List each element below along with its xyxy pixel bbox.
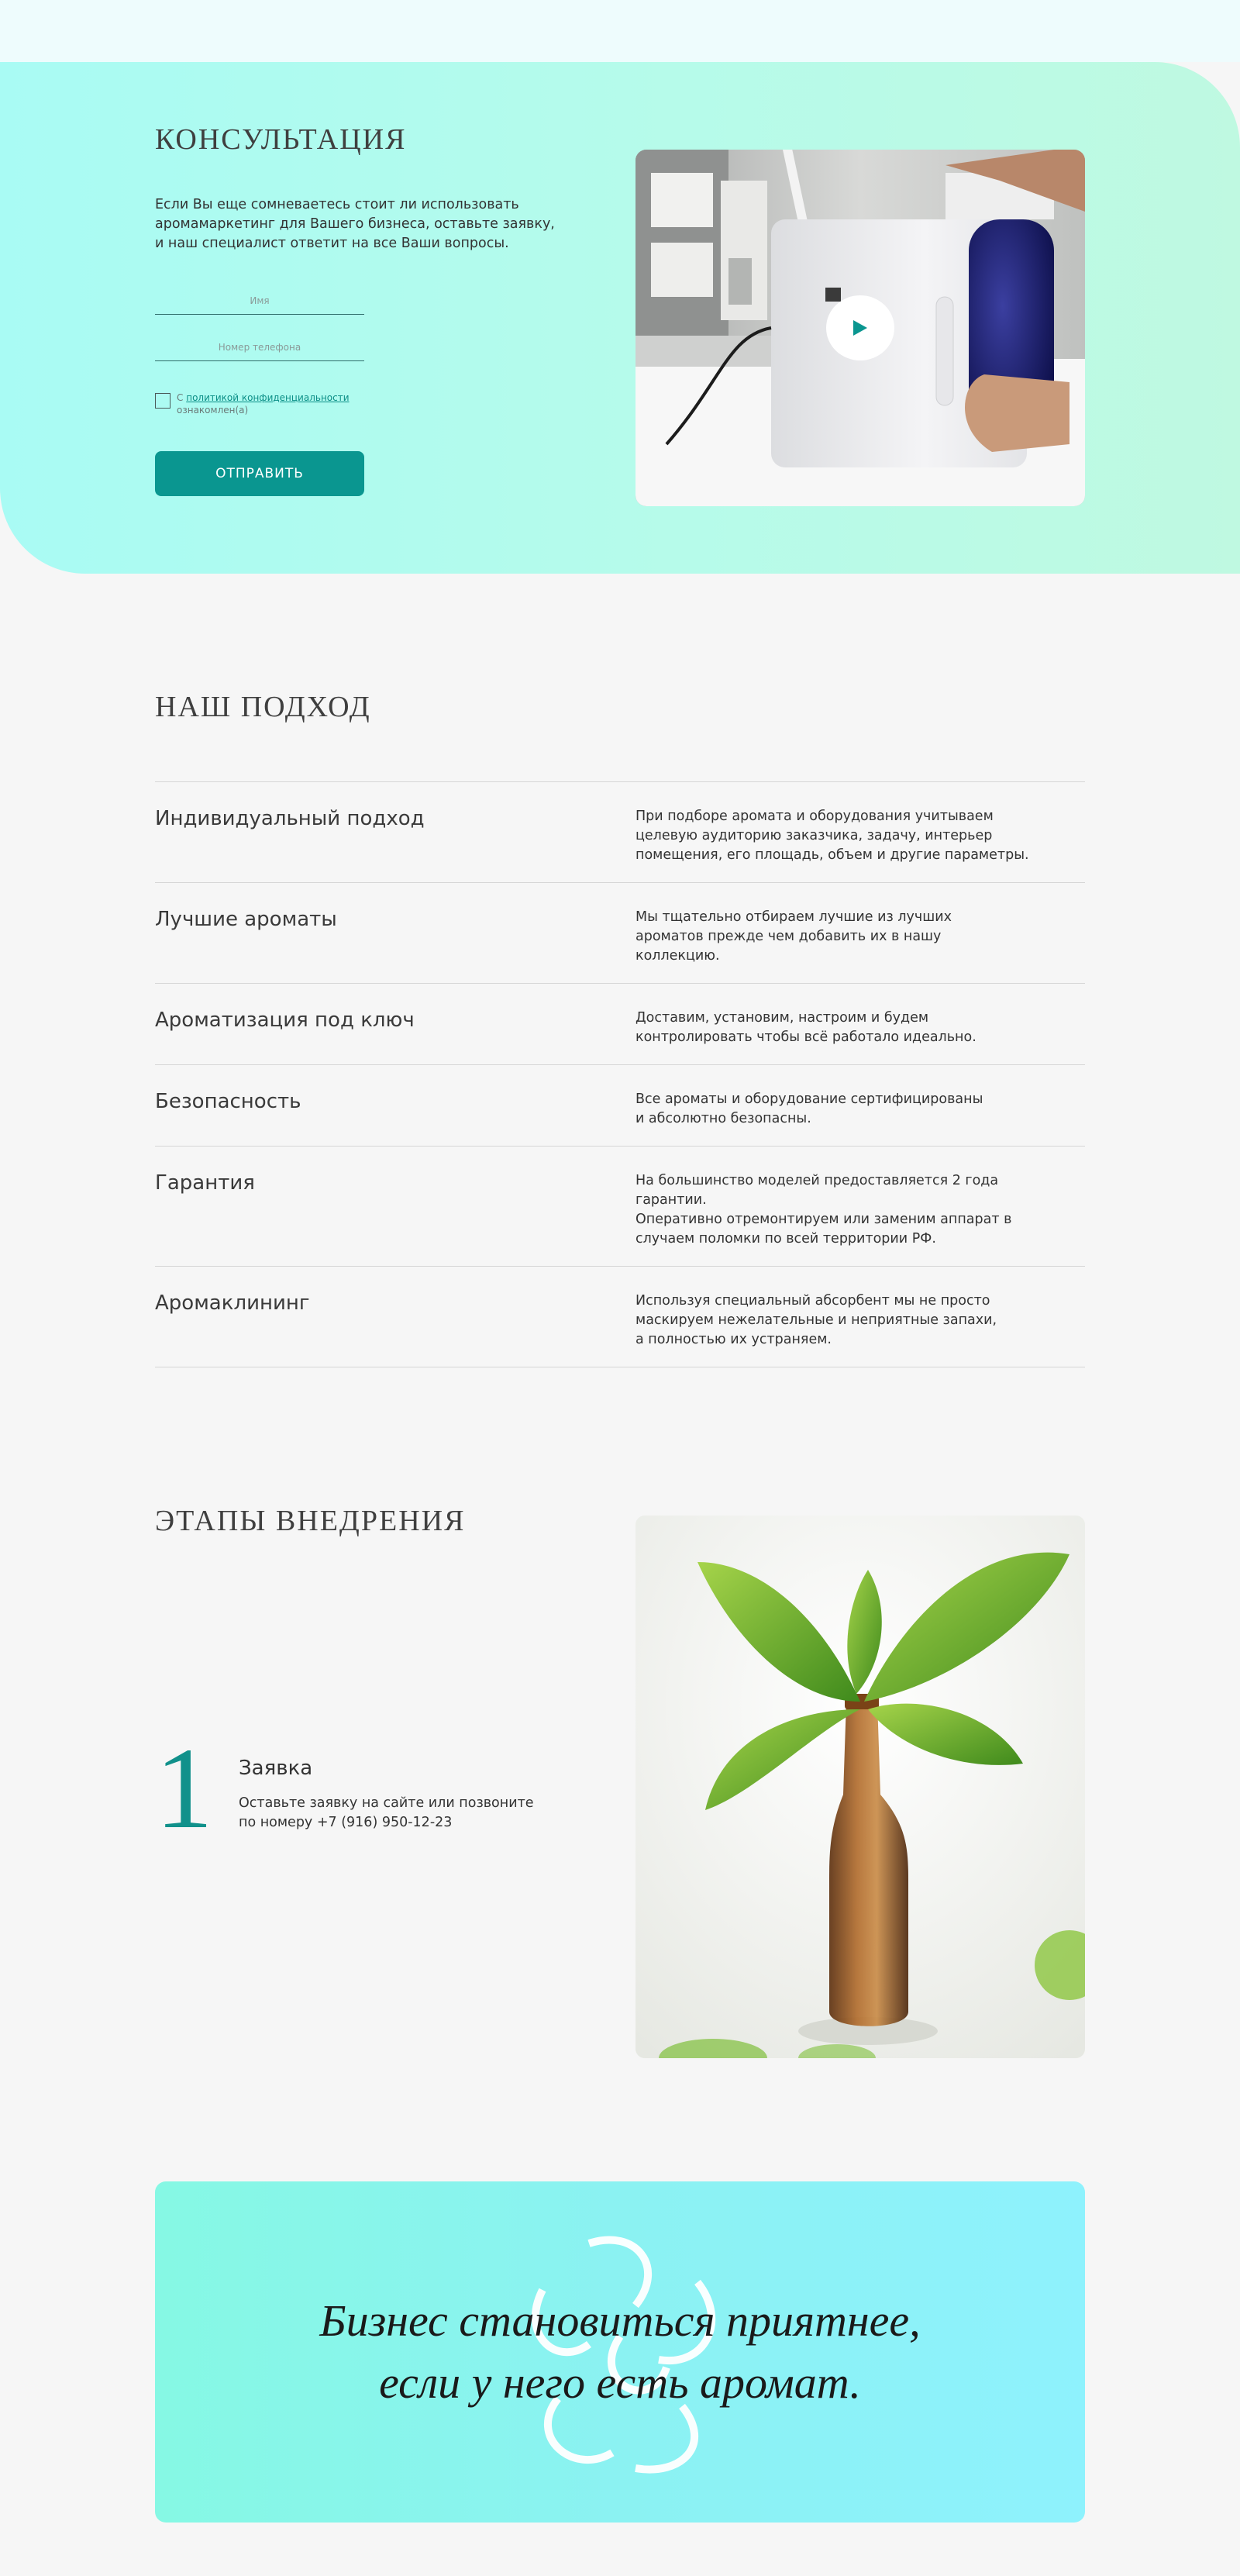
approach-item-name: Гарантия bbox=[155, 1171, 255, 1195]
consent-suffix: ознакомлен(а) bbox=[177, 405, 249, 416]
approach-item-text: Мы тщательно отбираем лучшие из лучших ароматов прежде чем добавить их в нашу коллекцию. bbox=[636, 909, 952, 964]
approach-row bbox=[155, 883, 1085, 984]
consent-checkbox[interactable] bbox=[155, 393, 170, 409]
consent-text bbox=[177, 391, 350, 416]
submit-button[interactable]: ОТПРАВИТЬ bbox=[155, 451, 364, 496]
approach-list bbox=[155, 781, 1085, 1367]
approach-item-text: При подборе аромата и оборудования учитываем целевую аудиторию заказчика, задачу, интерьер помещения, его площадь, объем и другие параметры. bbox=[636, 809, 1029, 863]
name-field bbox=[155, 287, 364, 315]
consultation-description: Если Вы еще сомневаетесь стоит ли использовать аромамаркетинг для Вашего бизнеса, оставьте заявку, и наш специалист ответит на все Ваши вопросы. bbox=[155, 197, 555, 251]
promo-banner bbox=[155, 2181, 1085, 2523]
approach-row bbox=[155, 1065, 1085, 1147]
step-number: 1 bbox=[155, 1724, 213, 1853]
phone-input[interactable] bbox=[155, 342, 364, 353]
approach-item-text: Доставим, установим, настроим и будем контролировать чтобы всё работало идеально. bbox=[636, 1010, 976, 1045]
top-band bbox=[0, 0, 1240, 62]
approach-item-name: Ароматизация под ключ bbox=[155, 1009, 415, 1032]
name-input[interactable] bbox=[155, 295, 364, 306]
approach-item-text: Используя специальный абсорбент мы не просто маскируем нежелательные и неприятные запахи, а полностью их устраняем. bbox=[636, 1293, 997, 1347]
stages-title: ЭТАПЫ ВНЕДРЕНИЯ bbox=[155, 1505, 466, 1537]
video-preview[interactable] bbox=[636, 150, 1085, 506]
approach-row bbox=[155, 782, 1085, 883]
approach-row bbox=[155, 984, 1085, 1065]
consent-prefix: С bbox=[177, 392, 184, 403]
step-text: Оставьте заявку на сайте или позвоните по номеру +7 (916) 950-12-23 bbox=[239, 1795, 534, 1830]
approach-item-text: На большинство моделей предоставляется 2 года гарантии. Оперативно отремонтируем или заменим аппарат в случаем поломки по всей территории РФ. bbox=[636, 1173, 1012, 1247]
consultation-title: КОНСУЛЬТАЦИЯ bbox=[155, 123, 407, 156]
consultation-section bbox=[0, 62, 1240, 574]
approach-item-name: Лучшие ароматы bbox=[155, 908, 337, 931]
step-title: Заявка bbox=[239, 1757, 313, 1780]
approach-item-name: Безопасность bbox=[155, 1090, 301, 1113]
approach-item-name: Аромаклининг bbox=[155, 1291, 310, 1315]
privacy-policy-link[interactable]: политикой конфиденциальности bbox=[186, 392, 350, 403]
approach-row bbox=[155, 1147, 1085, 1267]
approach-item-name: Индивидуальный подход bbox=[155, 807, 425, 830]
play-button[interactable] bbox=[826, 295, 894, 360]
approach-item-text: Все ароматы и оборудование сертифицированы и абсолютно безопасны. bbox=[636, 1091, 983, 1126]
approach-title: НАШ ПОДХОД bbox=[155, 691, 371, 723]
basil-bottle-image bbox=[636, 1516, 1085, 2058]
approach-row bbox=[155, 1267, 1085, 1367]
play-icon bbox=[852, 319, 869, 337]
banner-text: Бизнес становиться приятнее, если у него есть аромат. bbox=[319, 2295, 921, 2408]
consent-block bbox=[155, 391, 350, 416]
phone-field bbox=[155, 333, 364, 361]
